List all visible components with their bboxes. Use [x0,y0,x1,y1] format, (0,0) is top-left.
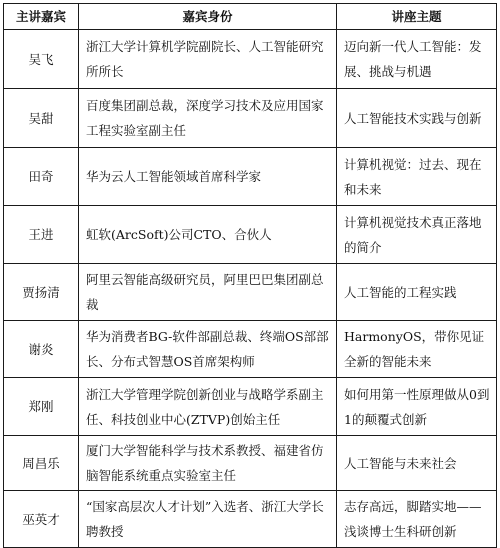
speaker-name: 谢炎 [4,321,79,378]
table-row [4,30,497,89]
lecture-topic: 迈向新一代人工智能：发展、挑战与机遇 [337,30,497,89]
speaker-role: 浙江大学计算机学院副院长、人工智能研究所所长 [79,30,337,89]
lecture-topic: 计算机视觉：过去、现在和未来 [337,148,497,206]
speaker-role: 浙江大学管理学院创新创业与战略学系副主任、科技创业中心(ZTVP)创始主任 [79,378,337,436]
table-row [4,206,497,264]
table-body [4,30,497,548]
lecture-topic: 如何用第一性原理做从0到1的颠覆式创新 [337,378,497,436]
speaker-role: 虹软(ArcSoft)公司CTO、合伙人 [79,206,337,264]
speaker-name: 田奇 [4,148,79,206]
lecture-topic: 志存高远，脚踏实地——浅谈博士生科研创新 [337,491,497,548]
speaker-role: “国家高层次人才计划”入选者、浙江大学长聘教授 [79,491,337,548]
lecture-topic: 人工智能技术实践与创新 [337,89,497,148]
header-name: 主讲嘉宾 [4,4,79,30]
speaker-name: 周昌乐 [4,436,79,491]
table-header [4,4,497,30]
table-row [4,491,497,548]
speaker-name: 贾扬清 [4,264,79,321]
table-row [4,321,497,378]
header-row [4,4,497,30]
lecture-topic: HarmonyOS，带你见证全新的智能未来 [337,321,497,378]
speaker-name: 郑刚 [4,378,79,436]
table-row [4,436,497,491]
speaker-name: 巫英才 [4,491,79,548]
speaker-role: 百度集团副总裁，深度学习技术及应用国家工程实验室副主任 [79,89,337,148]
lecture-topic: 计算机视觉技术真正落地的简介 [337,206,497,264]
speaker-role: 厦门大学智能科学与技术系教授、福建省仿脑智能系统重点实验室主任 [79,436,337,491]
lecture-topic: 人工智能的工程实践 [337,264,497,321]
table-row [4,378,497,436]
speaker-role: 阿里云智能高级研究员，阿里巴巴集团副总裁 [79,264,337,321]
table-row [4,264,497,321]
speaker-role: 华为云人工智能领域首席科学家 [79,148,337,206]
speaker-name: 吴飞 [4,30,79,89]
speaker-role: 华为消费者BG-软件部副总裁、终端OS部部长、分布式智慧OS首席架构师 [79,321,337,378]
speaker-name: 吴甜 [4,89,79,148]
table-row [4,89,497,148]
header-role: 嘉宾身份 [79,4,337,30]
table-row [4,148,497,206]
lecture-topic: 人工智能与未来社会 [337,436,497,491]
speaker-name: 王进 [4,206,79,264]
speaker-table [3,3,497,548]
header-topic: 讲座主题 [337,4,497,30]
